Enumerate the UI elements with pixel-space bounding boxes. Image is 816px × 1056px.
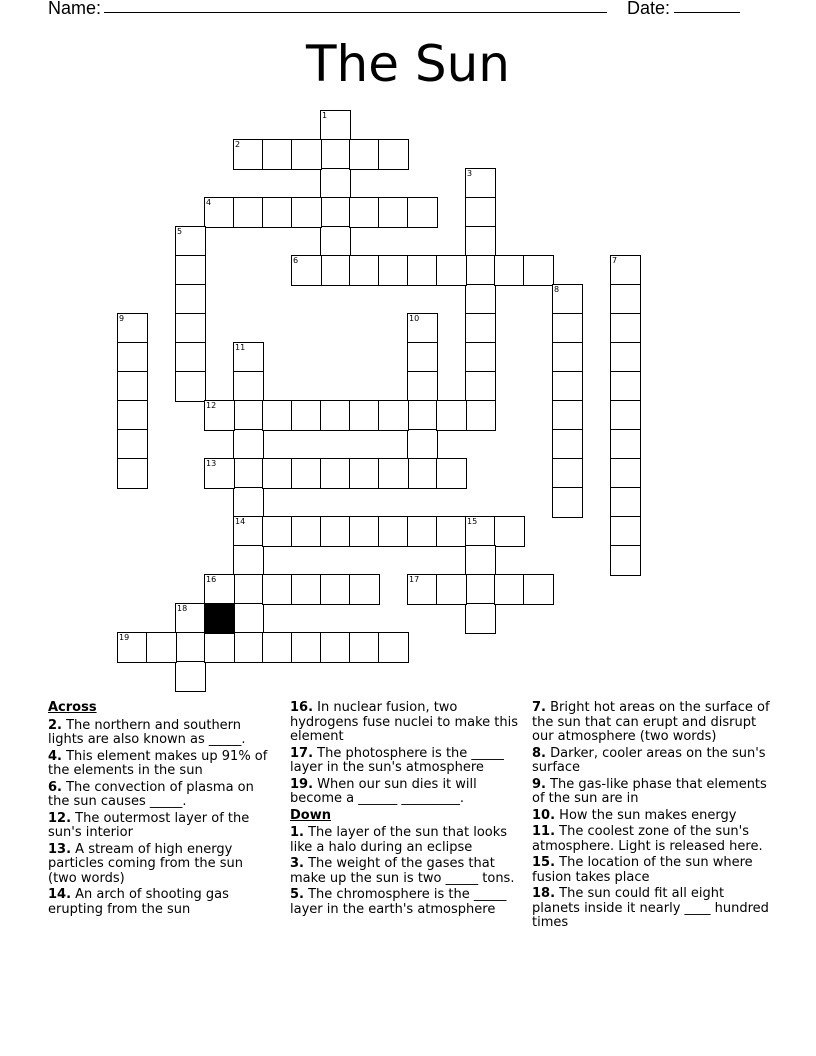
crossword-cell[interactable]: [407, 429, 438, 460]
across-heading: Across: [48, 700, 97, 715]
crossword-cell[interactable]: [233, 516, 264, 547]
crossword-cell[interactable]: [349, 458, 380, 489]
crossword-cell[interactable]: [262, 516, 293, 547]
clue-number-label: 15.: [532, 855, 556, 870]
crossword-cell[interactable]: [146, 632, 177, 663]
across-clue-list: [48, 719, 270, 918]
clue-text: The chromosphere is the _____ layer in the earth's atmosphere: [290, 887, 507, 917]
crossword-cell[interactable]: [610, 342, 641, 373]
clue-item: [290, 747, 520, 776]
crossword-cell[interactable]: [291, 255, 322, 286]
crossword-cell[interactable]: [291, 574, 322, 605]
page-title: The Sun: [305, 35, 510, 93]
clue-number: 18: [177, 604, 188, 613]
crossword-cell[interactable]: [407, 400, 438, 431]
crossword-cell[interactable]: [204, 574, 235, 605]
crossword-cell[interactable]: [320, 574, 351, 605]
crossword-cell[interactable]: [349, 139, 380, 170]
clue-text: The photosphere is the _____ layer in the sun's atmosphere: [290, 745, 504, 775]
crossword-cell[interactable]: [175, 255, 206, 286]
crossword-cell[interactable]: [349, 197, 380, 228]
crossword-cell[interactable]: [465, 255, 496, 286]
crossword-cell[interactable]: [465, 197, 496, 228]
date-field[interactable]: [674, 12, 740, 13]
clue-text: In nuclear fusion, two hydrogens fuse nuclei to make this element: [290, 700, 519, 744]
name-field[interactable]: [104, 12, 607, 13]
crossword-cell[interactable]: [320, 255, 351, 286]
clue-item: [290, 701, 520, 745]
clue-number-label: 12.: [48, 810, 72, 826]
crossword-cell[interactable]: [233, 632, 264, 663]
crossword-cell[interactable]: [465, 313, 496, 344]
crossword-cell[interactable]: [552, 313, 583, 344]
crossword-cell[interactable]: [407, 574, 438, 605]
crossword-cell[interactable]: [610, 284, 641, 315]
crossword-cell[interactable]: [262, 632, 293, 663]
crossword-cell[interactable]: [465, 342, 496, 373]
crossword-cell[interactable]: [117, 632, 148, 663]
crossword-cell[interactable]: [465, 545, 496, 576]
crossword-cell[interactable]: [320, 110, 351, 141]
crossword-cell[interactable]: [117, 342, 148, 373]
crossword-cell[interactable]: [175, 371, 206, 402]
crossword-cell[interactable]: [320, 632, 351, 663]
clue-item: [290, 778, 520, 807]
clue-number: 14: [235, 517, 246, 526]
crossword-cell[interactable]: [610, 545, 641, 576]
crossword-cell[interactable]: [204, 400, 235, 431]
clue-item: [290, 888, 520, 917]
crossword-cell[interactable]: [233, 400, 264, 431]
middle-clues-column: [290, 701, 520, 919]
crossword-cell[interactable]: [465, 574, 496, 605]
clue-text: This element makes up 91% of the elements in the sun: [48, 748, 268, 778]
crossword-cell[interactable]: [610, 255, 641, 286]
clue-item: [290, 826, 520, 855]
clue-text: The outermost layer of the sun's interior: [48, 810, 250, 840]
crossword-cell[interactable]: [465, 226, 496, 257]
crossword-cell[interactable]: [175, 603, 206, 634]
clue-text: The coolest zone of the sun's atmosphere. Light is released here.: [532, 824, 763, 854]
clue-number-label: 10.: [532, 807, 556, 823]
clue-number-label: 11.: [532, 824, 556, 839]
crossword-cell[interactable]: [262, 197, 293, 228]
crossword-cell[interactable]: [552, 400, 583, 431]
crossword-cell[interactable]: [320, 458, 351, 489]
clue-item: [48, 719, 270, 748]
crossword-cell[interactable]: [320, 400, 351, 431]
crossword-cell[interactable]: [175, 226, 206, 257]
crossword-cell[interactable]: [291, 139, 322, 170]
crossword-cell[interactable]: [436, 255, 467, 286]
clue-number: 4: [206, 198, 212, 207]
crossword-cell[interactable]: [204, 197, 235, 228]
crossword-cell[interactable]: [233, 574, 264, 605]
crossword-cell[interactable]: [465, 284, 496, 315]
crossword-cell[interactable]: [610, 487, 641, 518]
down-heading: Down: [290, 807, 331, 823]
crossword-cell[interactable]: [407, 516, 438, 547]
clue-number-label: 16.: [290, 700, 314, 715]
crossword-cell[interactable]: [291, 516, 322, 547]
crossword-cell[interactable]: [291, 197, 322, 228]
clue-item: [48, 812, 270, 841]
crossword-cell[interactable]: [262, 458, 293, 489]
crossword-cell[interactable]: [465, 516, 496, 547]
across-clue-list-continued: [290, 701, 520, 807]
clue-text: Bright hot areas on the surface of the sun that can erupt and disrupt our atmosphere (two words): [532, 700, 770, 744]
clue-item: [532, 825, 772, 854]
crossword-cell[interactable]: [233, 603, 264, 634]
clue-number: 8: [554, 285, 560, 294]
crossword-cell[interactable]: [349, 574, 380, 605]
crossword-cell[interactable]: [262, 139, 293, 170]
clue-number: 1: [322, 111, 328, 120]
clue-text: The northern and southern lights are also known as _____.: [48, 717, 246, 747]
clue-number-label: 3.: [290, 856, 304, 871]
clue-item: [532, 701, 772, 745]
crossword-cell[interactable]: [378, 255, 409, 286]
crossword-cell[interactable]: [407, 371, 438, 402]
clue-text: A stream of high energy particles coming from the sun (two words): [48, 841, 244, 886]
crossword-cell[interactable]: [610, 371, 641, 402]
crossword-cell[interactable]: [320, 226, 351, 257]
crossword-cell[interactable]: [523, 574, 554, 605]
crossword-cell[interactable]: [378, 139, 409, 170]
crossword-cell[interactable]: [378, 197, 409, 228]
name-label: Name:: [48, 0, 102, 18]
clue-item: [290, 857, 520, 886]
crossword-cell[interactable]: [117, 458, 148, 489]
crossword-cell[interactable]: [233, 487, 264, 518]
crossword-cell[interactable]: [117, 371, 148, 402]
clue-item: [532, 778, 772, 807]
crossword-cell[interactable]: [378, 400, 409, 431]
clue-number-label: 18.: [532, 886, 556, 901]
crossword-cell[interactable]: [465, 371, 496, 402]
date-label: Date:: [627, 0, 671, 18]
crossword-cell[interactable]: [204, 458, 235, 489]
crossword-cell[interactable]: [175, 284, 206, 315]
down-clue-list-continued: [532, 701, 772, 931]
crossword-cell[interactable]: [552, 371, 583, 402]
crossword-cell[interactable]: [494, 574, 525, 605]
clue-text: The weight of the gases that make up the sun is two _____ tons.: [290, 856, 515, 886]
crossword-cell[interactable]: [407, 197, 438, 228]
clue-text: An arch of shooting gas erupting from the sun: [48, 887, 229, 917]
clue-number-label: 9.: [532, 776, 546, 792]
crossword-cell[interactable]: [262, 574, 293, 605]
clue-text: When our sun dies it will become a ______ _________.: [290, 776, 477, 806]
down-clue-list: [290, 826, 520, 917]
clue-text: The sun could fit all eight planets inside it nearly ____ hundred times: [532, 886, 769, 930]
crossword-cell[interactable]: [610, 429, 641, 460]
clue-number-label: 1.: [290, 825, 304, 840]
crossword-cell[interactable]: [320, 168, 351, 199]
clue-number-label: 4.: [48, 748, 62, 764]
crossword-cell[interactable]: [610, 516, 641, 547]
clue-number-label: 17.: [290, 745, 314, 761]
crossword-cell[interactable]: [233, 342, 264, 373]
crossword-cell[interactable]: [349, 255, 380, 286]
clue-number-label: 8.: [532, 745, 546, 761]
clue-number-label: 6.: [48, 779, 62, 795]
crossword-cell[interactable]: [349, 632, 380, 663]
clue-number: 13: [206, 459, 217, 468]
crossword-cell[interactable]: [117, 400, 148, 431]
clue-number-label: 14.: [48, 887, 72, 902]
crossword-cell[interactable]: [436, 400, 467, 431]
clue-number: 7: [612, 256, 618, 265]
crossword-cell[interactable]: [117, 313, 148, 344]
crossword-cell[interactable]: [349, 516, 380, 547]
clue-item: [48, 888, 270, 917]
crossword-cell[interactable]: [523, 255, 554, 286]
clue-item: [48, 750, 270, 779]
crossword-cell[interactable]: [494, 516, 525, 547]
crossword-cell[interactable]: [610, 458, 641, 489]
crossword-cell[interactable]: [436, 516, 467, 547]
across-clues-column: [48, 701, 270, 919]
crossword-cell[interactable]: [552, 487, 583, 518]
worksheet-header: [48, 0, 768, 20]
crossword-cell[interactable]: [233, 371, 264, 402]
crossword-cell[interactable]: [407, 255, 438, 286]
clue-text: The layer of the sun that looks like a halo during an eclipse: [290, 825, 508, 855]
crossword-cell[interactable]: [552, 284, 583, 315]
crossword-cell[interactable]: [349, 400, 380, 431]
right-clues-column: [532, 701, 772, 933]
clue-number-label: 13.: [48, 841, 72, 857]
clue-number: 19: [119, 633, 130, 642]
crossword-cell[interactable]: [378, 516, 409, 547]
crossword-cell[interactable]: [436, 574, 467, 605]
crossword-cell[interactable]: [436, 458, 467, 489]
crossword-cell[interactable]: [465, 400, 496, 431]
clue-item: [532, 856, 772, 885]
clue-item: [48, 843, 270, 887]
crossword-cell[interactable]: [552, 458, 583, 489]
crossword-cell[interactable]: [204, 632, 235, 663]
crossword-cell[interactable]: [233, 458, 264, 489]
crossword-cell[interactable]: [378, 632, 409, 663]
clue-text: How the sun makes energy: [555, 807, 737, 823]
clue-item: [532, 809, 772, 824]
clue-item: [48, 781, 270, 810]
crossword-cell[interactable]: [378, 458, 409, 489]
crossword-cell[interactable]: [175, 661, 206, 692]
clue-number: 9: [119, 314, 125, 323]
crossword-cell[interactable]: [175, 632, 206, 663]
clue-item: [532, 887, 772, 931]
crossword-cell[interactable]: [233, 197, 264, 228]
crossword-cell[interactable]: [291, 632, 322, 663]
clue-number: 17: [409, 575, 420, 584]
crossword-cell[interactable]: [233, 545, 264, 576]
clue-number-label: 2.: [48, 717, 62, 733]
crossword-cell[interactable]: [233, 139, 264, 170]
clue-number: 3: [467, 169, 473, 178]
clue-number: 5: [177, 227, 183, 236]
crossword-cell[interactable]: [552, 342, 583, 373]
crossword-cell[interactable]: [291, 458, 322, 489]
crossword-cell[interactable]: [117, 429, 148, 460]
crossword-cell[interactable]: [465, 603, 496, 634]
clue-number-label: 7.: [532, 700, 546, 715]
clue-number: 16: [206, 575, 217, 584]
clue-item: [532, 747, 772, 776]
clue-number: 11: [235, 343, 246, 352]
crossword-cell[interactable]: [320, 197, 351, 228]
crossword-cell[interactable]: [262, 400, 293, 431]
clue-number: 10: [409, 314, 420, 323]
crossword-cell[interactable]: [320, 139, 351, 170]
crossword-cell[interactable]: [175, 342, 206, 373]
crossword-cell[interactable]: [407, 313, 438, 344]
crossword-cell[interactable]: [291, 400, 322, 431]
blocked-cell: [204, 603, 235, 634]
crossword-cell[interactable]: [494, 255, 525, 286]
crossword-cell[interactable]: [407, 342, 438, 373]
clue-number: 2: [235, 140, 241, 149]
clue-number-label: 5.: [290, 887, 304, 902]
crossword-cell[interactable]: [610, 400, 641, 431]
crossword-cell[interactable]: [610, 313, 641, 344]
clue-text: The convection of plasma on the sun causes _____.: [48, 779, 254, 809]
clue-number: 15: [467, 517, 478, 526]
clue-number: 12: [206, 401, 217, 410]
crossword-cell[interactable]: [465, 168, 496, 199]
crossword-cell[interactable]: [175, 313, 206, 344]
crossword-cell[interactable]: [320, 516, 351, 547]
clue-number: 6: [293, 256, 299, 265]
clue-text: The location of the sun where fusion takes place: [532, 855, 753, 885]
crossword-cell[interactable]: [233, 429, 264, 460]
crossword-cell[interactable]: [407, 458, 438, 489]
crossword-cell[interactable]: [552, 429, 583, 460]
clue-text: Darker, cooler areas on the sun's surface: [532, 745, 766, 775]
clue-text: The gas-like phase that elements of the sun are in: [532, 776, 767, 806]
clue-number-label: 19.: [290, 776, 314, 792]
